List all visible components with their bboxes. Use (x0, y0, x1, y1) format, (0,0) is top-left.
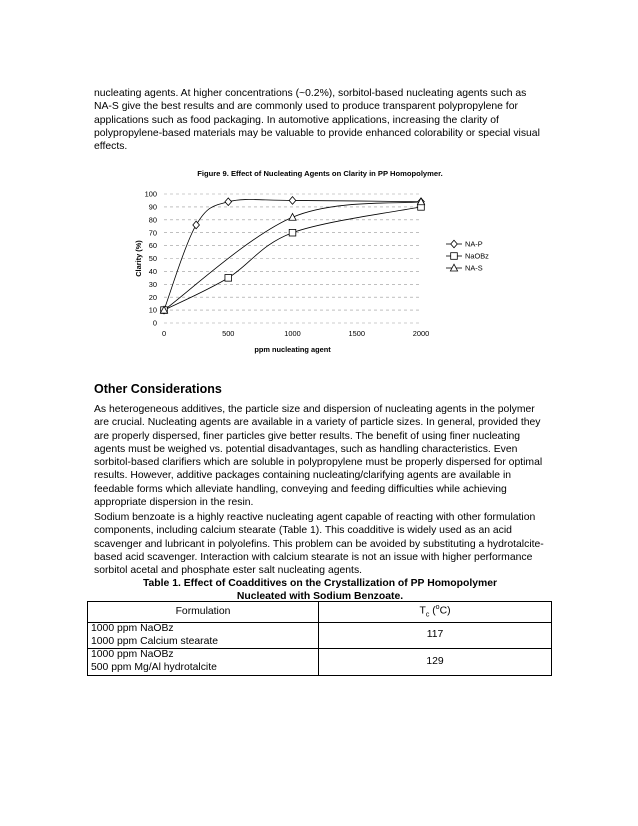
y-tick-label: 100 (144, 189, 157, 199)
data-point (289, 197, 296, 205)
y-tick-label: 10 (148, 305, 157, 315)
tc-value-cell: 129 (319, 649, 552, 675)
y-tick-label: 0 (152, 318, 157, 328)
figure-title: Figure 9. Effect of Nucleating Agents on Clarity in PP Homopolymer. (197, 169, 443, 178)
sodium-benzoate-paragraph: Sodium benzoate is a highly reactive nucleating agent capable of reacting with other formulation components, including calcium stearate (Table 1). This coadditive is widely used as an acid scavenger and lubricant in polyolefins. This problem can be avoided by substituting a hydrotalcite-based acid scavenger. Interaction with calcium stearate is not an issue with higher performance sorbitol acetal and phosphate ester salt nucleating agents. (94, 512, 544, 577)
header-tc-unit: C) (439, 605, 451, 617)
formulation-cell (88, 623, 319, 649)
coadditives-table (87, 601, 552, 676)
table-row (88, 649, 552, 675)
legend-label: NA-P (465, 239, 483, 249)
y-tick-label: 70 (148, 228, 157, 238)
tc-value-cell: 117 (319, 623, 552, 649)
formulation-line: 1000 ppm NaOBz (91, 623, 174, 635)
y-tick-label: 20 (148, 292, 157, 302)
header-tc (319, 602, 552, 623)
y-tick-label: 60 (148, 241, 157, 251)
x-tick-label: 1000 (284, 329, 301, 338)
section-heading: Other Considerations (94, 382, 222, 396)
formulation-line: 1000 ppm Calcium stearate (91, 635, 219, 647)
y-tick-label: 40 (148, 267, 157, 276)
data-point (289, 213, 296, 220)
table-caption-line-1: Table 1. Effect of Coadditives on the Crystallization of PP Homopolymer (142, 578, 498, 589)
table-caption-line-2: Nucleated with Sodium Benzoate. (236, 591, 404, 602)
y-tick-label: 30 (148, 279, 157, 289)
x-tick-label: 0 (161, 329, 167, 338)
legend-label: NA-S (465, 263, 483, 273)
y-tick-label: 80 (148, 215, 157, 225)
formulation-line: 500 ppm Mg/Al hydrotalcite (91, 661, 217, 673)
header-tc-symbol: T (419, 605, 426, 617)
clarity-line-chart (110, 183, 530, 358)
dispersion-paragraph: As heterogeneous additives, the particle size and dispersion of nucleating agents in the polymer are crucial. Nucleating agents are available in a variety of particle sizes. In general, provided they are properly dispersed, finer particles give better results. The benefit of using finer nucleating agents must be weighed vs. potential disadvantages, such as handling characteristics. Even sorbitol-based clarifiers which are soluble in polypropylene must be properly dispersed for optimal results. However, additive packages containing nucleating/clarifying agents are available in feedable forms which alleviate handling, conveying and feeding difficulties while achieving appropriate dispersion in the resin. (94, 404, 543, 509)
x-tick-label: 1500 (348, 329, 365, 338)
table-header-row (88, 602, 552, 623)
formulation-line: 1000 ppm NaOBz (91, 649, 174, 661)
table-row (88, 623, 552, 649)
data-point (193, 221, 200, 229)
intro-paragraph: nucleating agents. At higher concentrations (~0.2%), sorbitol-based nucleating agents such as NA-S give the best results and are commonly used to produce transparent polypropylene for applications such as food packaging. In automotive applications, increasing the clarity of polypropylene-based materials may be valuable to provide enhanced colorability or special visual effects. (94, 88, 540, 153)
legend-marker (451, 240, 458, 248)
data-point (289, 229, 296, 236)
legend-marker (451, 253, 458, 260)
header-tc-subscript: c (425, 611, 430, 619)
table-caption (94, 577, 546, 603)
legend-label: NaOBz (465, 251, 489, 261)
x-tick-label: 500 (222, 329, 235, 338)
y-tick-label: 90 (148, 202, 157, 212)
data-point (225, 198, 232, 206)
header-tc-open: ( (429, 605, 436, 617)
x-tick-label: 2000 (412, 329, 430, 338)
x-axis-label: ppm nucleating agent (254, 345, 331, 354)
data-point (225, 275, 232, 282)
y-tick-label: 50 (148, 254, 157, 264)
formulation-cell (88, 649, 319, 675)
header-formulation: Formulation (88, 602, 319, 623)
header-tc-degree: o (435, 604, 440, 611)
y-axis-label: Clarity (%) (134, 240, 143, 277)
